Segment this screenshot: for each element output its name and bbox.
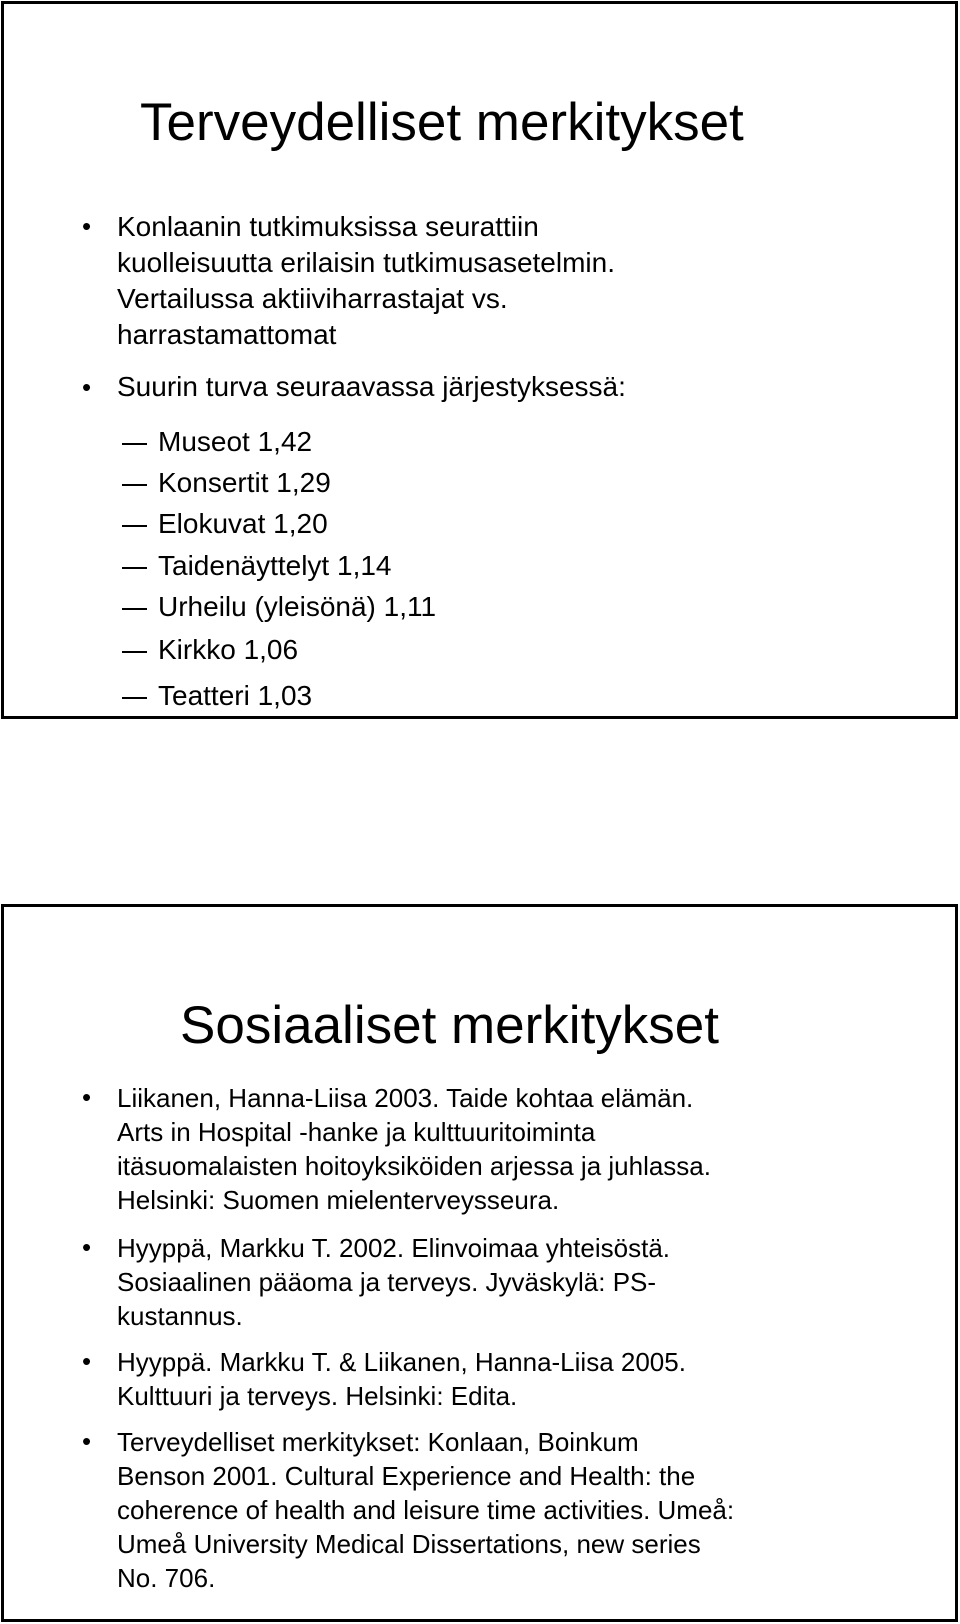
ref-3-line-1: Hyyppä. Markku T. & Liikanen, Hanna-Liisa 2005. [117,1347,686,1377]
ref-2-line-1: Hyyppä, Markku T. 2002. Elinvoimaa yhteisöstä. [117,1233,671,1263]
subitem: Elokuvat 1,20 [158,508,328,539]
dash-icon [122,443,147,445]
dash-icon [122,484,147,486]
bullet-icon: • [82,1426,92,1456]
subitem: Taidenäyttelyt 1,14 [158,550,392,581]
bullet-1-line-1: Konlaanin tutkimuksissa seurattiin [117,211,539,242]
slide-1-title: Terveydelliset merkitykset [140,93,744,152]
bullet-1-line-4: harrastamattomat [117,319,337,350]
bullet-icon: • [82,1232,92,1262]
ref-4-line-4: Umeå University Medical Dissertations, new series [117,1529,701,1559]
dash-icon [122,608,147,610]
ref-4-line-2: Benson 2001. Cultural Experience and Health: the [117,1461,696,1491]
ref-2-line-3: kustannus. [117,1301,243,1331]
dash-icon [122,697,147,699]
subitem: Kirkko 1,06 [158,634,299,665]
ref-1-line-4: Helsinki: Suomen mielenterveysseura. [117,1185,560,1215]
dash-icon [122,567,147,569]
bullet-1-line-3: Vertailussa aktiiviharrastajat vs. [117,283,508,314]
subitem: Konsertit 1,29 [158,467,331,498]
bullet-1-line-2: kuolleisuutta erilaisin tutkimusasetelmin. [117,247,615,278]
bullet-icon: • [82,1082,92,1112]
ref-2-line-2: Sosiaalinen pääoma ja terveys. Jyväskylä: PS- [117,1267,657,1297]
subitem: Museot 1,42 [158,426,313,457]
dash-icon [122,651,147,653]
slide-2-title: Sosiaaliset merkitykset [180,996,720,1055]
bullet-2: Suurin turva seuraavassa järjestyksessä: [117,371,626,402]
bullet-icon: • [82,372,92,402]
bullet-icon: • [82,211,92,241]
subitem: Urheilu (yleisönä) 1,11 [158,591,437,622]
subitem: Teatteri 1,03 [158,680,313,711]
ref-1-line-1: Liikanen, Hanna-Liisa 2003. Taide kohtaa elämän. [117,1083,694,1113]
ref-1-line-2: Arts in Hospital -hanke ja kulttuuritoiminta [117,1117,596,1147]
ref-4-line-5: No. 706. [117,1563,216,1593]
dash-icon [122,525,147,527]
ref-1-line-3: itäsuomalaisten hoitoyksiköiden arjessa ja juhlassa. [117,1151,711,1181]
ref-4-line-3: coherence of health and leisure time activities. Umeå: [117,1495,735,1525]
ref-3-line-2: Kulttuuri ja terveys. Helsinki: Edita. [117,1381,518,1411]
ref-4-line-1: Terveydelliset merkitykset: Konlaan, Boinkum [117,1427,639,1457]
bullet-icon: • [82,1346,92,1376]
